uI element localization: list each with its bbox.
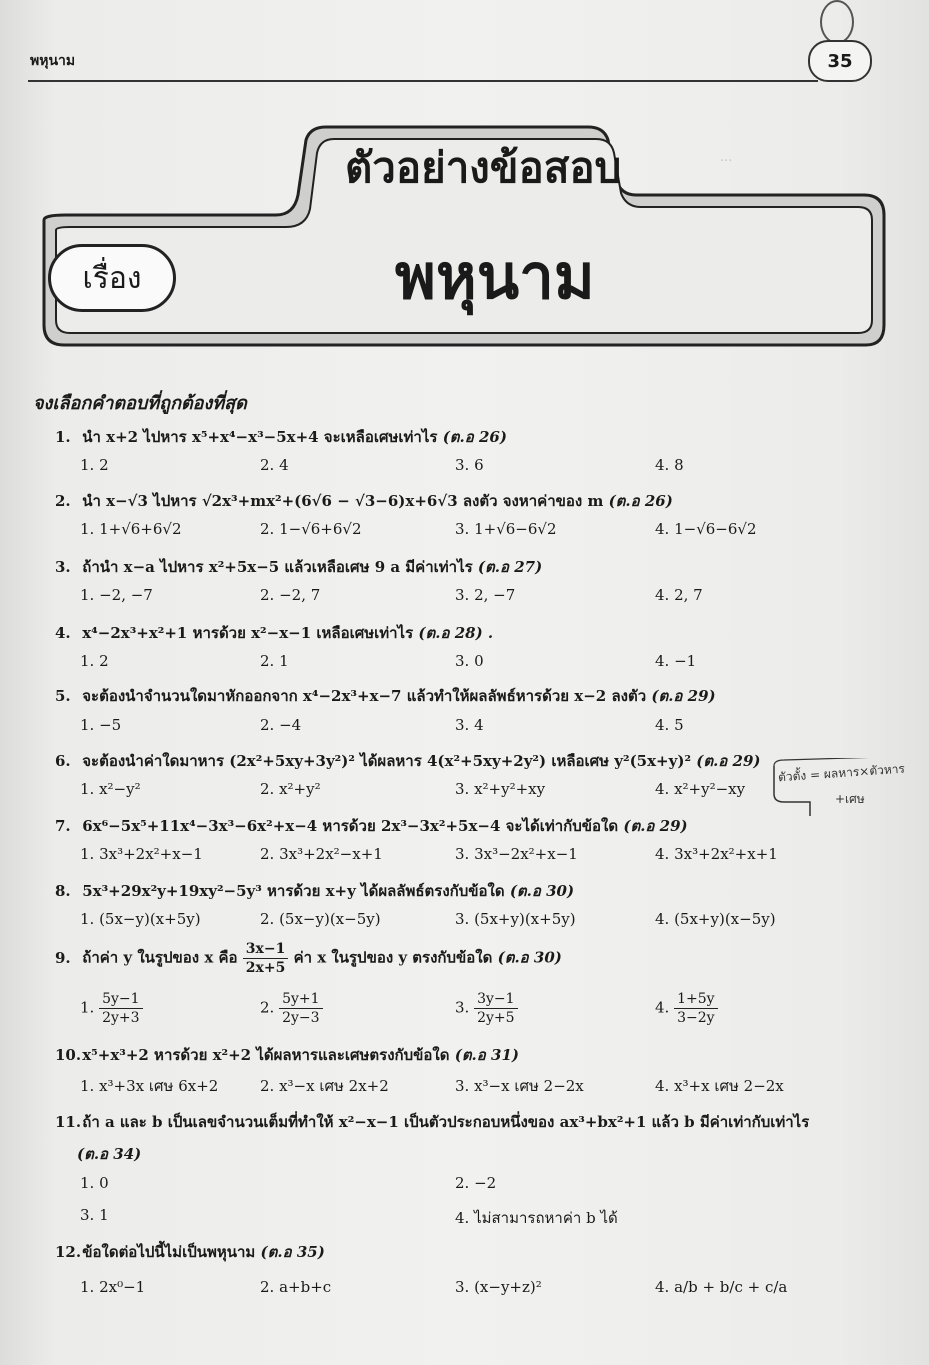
option: 3. (x−y+z)² bbox=[455, 1278, 542, 1296]
question-text: 5x³+29x²y+19xy²−5y³ หารด้วย x+y ได้ผลลัพธ์ตรงกับข้อใด bbox=[82, 882, 505, 900]
option: 1. 2 bbox=[80, 652, 109, 670]
question-text: จะต้องนำจำนวนใดมาหักออกจาก x⁴−2x³+x−7 แล้วทำให้ผลลัพธ์หารด้วย x−2 ลงตัว bbox=[82, 687, 647, 705]
option: 1. −5 bbox=[80, 716, 122, 734]
handwritten-note: ตัวตั้ง = ผลหาร×ตัวหาร bbox=[777, 761, 906, 785]
page-number: 35 bbox=[808, 40, 872, 82]
option: 2. x²+y² bbox=[260, 780, 321, 798]
question-text: นำ x+2 ไปหาร x⁵+x⁴−x³−5x+4 จะเหลือเศษเท่าไร bbox=[82, 428, 438, 446]
option: 3. 6 bbox=[455, 456, 484, 474]
option: 3. 2, −7 bbox=[455, 586, 516, 604]
question-ref: (ต.อ 26) bbox=[442, 428, 507, 446]
options-12 bbox=[80, 1278, 840, 1300]
options-11b bbox=[80, 1206, 840, 1228]
question-ref: (ต.อ 29) bbox=[623, 817, 688, 835]
option: 1. 3x³+2x²+x−1 bbox=[80, 845, 203, 863]
option: 2. 4 bbox=[260, 456, 289, 474]
question-5: 5. จะต้องนำจำนวนใดมาหักออกจาก x⁴−2x³+x−7 แล้วทำให้ผลลัพธ์หารด้วย x−2 ลงตัว (ต.อ 29) bbox=[55, 687, 716, 705]
option: 4. −1 bbox=[655, 652, 697, 670]
options-2 bbox=[80, 520, 840, 542]
question-text: x⁵+x³+2 หารด้วย x²+2 ได้ผลหารและเศษตรงกับข้อใด bbox=[82, 1046, 450, 1064]
question-8: 8. 5x³+29x²y+19xy²−5y³ หารด้วย x+y ได้ผลลัพธ์ตรงกับข้อใด (ต.อ 30) bbox=[55, 882, 575, 900]
options-4 bbox=[80, 652, 840, 674]
running-header: พหุนาม bbox=[30, 53, 76, 69]
question-text: จะต้องนำค่าใดมาหาร (2x²+5xy+3y²)² ได้ผลหาร 4(x²+5xy+2y²) เหลือเศษ y²(5x+y)² bbox=[82, 752, 692, 770]
question-ref: (ต.อ 29) bbox=[696, 752, 761, 770]
option: 4. x²+y²−xy bbox=[655, 780, 746, 798]
option: 4. 1−√6−6√2 bbox=[655, 520, 757, 538]
question-text: ค่า x ในรูปของ y ตรงกับข้อใด bbox=[293, 948, 493, 967]
option: 4. (5x+y)(x−5y) bbox=[655, 910, 776, 928]
question-3: 3. ถ้านำ x−a ไปหาร x²+5x−5 แล้วเหลือเศษ 9 a มีค่าเท่าไร (ต.อ 27) bbox=[55, 558, 543, 576]
question-ref: (ต.อ 30) bbox=[509, 882, 575, 900]
question-ref: (ต.อ 34) bbox=[77, 1145, 142, 1163]
question-ref: (ต.อ 35) bbox=[260, 1243, 325, 1261]
options-10 bbox=[80, 1074, 840, 1096]
options-7 bbox=[80, 845, 840, 867]
option: 3. 4 bbox=[455, 716, 484, 734]
question-10: 10. x⁵+x³+2 หารด้วย x²+2 ได้ผลหารและเศษตรงกับข้อใด (ต.อ 31) bbox=[55, 1046, 519, 1064]
question-4: 4. x⁴−2x³+x²+1 หารด้วย x²−x−1 เหลือเศษเท่าไร (ต.อ 28) . bbox=[55, 624, 494, 642]
question-2: 2. นำ x−√3 ไปหาร √2x³+mx²+(6√6 − √3−6)x+6√3 ลงตัว จงหาค่าของ m (ต.อ 26) bbox=[55, 492, 673, 510]
option: 4. ไม่สามารถหาค่า b ได้ bbox=[455, 1209, 618, 1227]
banner-subject: พหุนาม bbox=[395, 240, 595, 313]
question-ref: (ต.อ 30) bbox=[497, 948, 562, 967]
options-9 bbox=[80, 990, 840, 1034]
question-ref: (ต.อ 31) bbox=[454, 1046, 519, 1064]
question-12: 12. ข้อใดต่อไปนี้ไม่เป็นพหุนาม (ต.อ 35) bbox=[55, 1243, 325, 1261]
question-text: ถ้านำ x−a ไปหาร x²+5x−5 แล้วเหลือเศษ 9 a มีค่าเท่าไร bbox=[82, 558, 473, 576]
options-11a bbox=[80, 1174, 840, 1196]
question-ref: (ต.อ 29) bbox=[651, 687, 716, 705]
banner-pill: เรื่อง bbox=[48, 244, 176, 312]
option: 2. a+b+c bbox=[260, 1278, 332, 1296]
question-9: 9. ถ้าค่า y ในรูปของ x คือ $\frac{3x-1}{2x+5}$ ค่า x ในรูปของ y ตรงกับข้อใด (ต.อ 30) bbox=[55, 941, 562, 976]
option: 4. 8 bbox=[655, 456, 684, 474]
question-1: 1. นำ x+2 ไปหาร x⁵+x⁴−x³−5x+4 จะเหลือเศษเท่าไร (ต.อ 26) bbox=[55, 428, 507, 446]
option: 2. x³−x เศษ 2x+2 bbox=[260, 1077, 389, 1095]
question-text: x⁴−2x³+x²+1 หารด้วย x²−x−1 เหลือเศษเท่าไร bbox=[82, 624, 414, 642]
option: 4. a/b + b/c + c/a bbox=[655, 1278, 788, 1296]
question-text: นำ x−√3 ไปหาร √2x³+mx²+(6√6 − √3−6)x+6√3 ลงตัว จงหาค่าของ m bbox=[82, 492, 604, 510]
option: 1. 2x⁰−1 bbox=[80, 1278, 146, 1296]
option: 4. 2, 7 bbox=[655, 586, 703, 604]
instruction: จงเลือกคำตอบที่ถูกต้องที่สุด bbox=[33, 393, 247, 414]
option: 3. (5x+y)(x+5y) bbox=[455, 910, 576, 928]
handwritten-note: +เศษ bbox=[835, 792, 865, 806]
options-6 bbox=[80, 780, 840, 802]
option: 2. 3x³+2x²−x+1 bbox=[260, 845, 383, 863]
header-rule bbox=[28, 80, 818, 82]
option: 1. 2 bbox=[80, 456, 109, 474]
option: 1. (5x−y)(x+5y) bbox=[80, 910, 201, 928]
option: 3. 1 bbox=[80, 1206, 109, 1224]
option: 2. −4 bbox=[260, 716, 302, 734]
option: 2. −2, 7 bbox=[260, 586, 321, 604]
option: 4. x³+x เศษ 2−2x bbox=[655, 1077, 784, 1095]
option: 1. $\frac{5y-1}{2y+3}$ bbox=[80, 990, 143, 1027]
option: 2. (5x−y)(x−5y) bbox=[260, 910, 381, 928]
question-text: 6x⁶−5x⁵+11x⁴−3x³−6x²+x−4 หารด้วย 2x³−3x²+5x−4 จะได้เท่ากับข้อใด bbox=[82, 817, 619, 835]
options-8 bbox=[80, 910, 840, 932]
option: 4. 5 bbox=[655, 716, 684, 734]
question-11: 11. ถ้า a และ b เป็นเลขจำนวนเต็มที่ทำให้ x²−x−1 เป็นตัวประกอบหนึ่งของ ax³+bx²+1 แล้ว b มีค่าเท่ากับเท่าไร (ต.อ 34) bbox=[55, 1113, 810, 1163]
option: 1. x²−y² bbox=[80, 780, 141, 798]
question-ref: (ต.อ 26) bbox=[608, 492, 673, 510]
option: 2. $\frac{5y+1}{2y-3}$ bbox=[260, 990, 323, 1027]
page-ornament bbox=[820, 0, 854, 44]
question-text: ถ้า a และ b เป็นเลขจำนวนเต็มที่ทำให้ x²−x−1 เป็นตัวประกอบหนึ่งของ ax³+bx²+1 แล้ว b มีค่าเท่ากับเท่าไร bbox=[82, 1113, 810, 1131]
option: 3. 3x³−2x²+x−1 bbox=[455, 845, 578, 863]
option: 3. x³−x เศษ 2−2x bbox=[455, 1077, 584, 1095]
options-1 bbox=[80, 456, 840, 478]
question-ref: (ต.อ 27) bbox=[477, 558, 543, 576]
option: 4. 3x³+2x²+x+1 bbox=[655, 845, 778, 863]
option: 1. x³+3x เศษ 6x+2 bbox=[80, 1077, 219, 1095]
option: 2. −2 bbox=[455, 1174, 497, 1192]
question-6: 6. จะต้องนำค่าใดมาหาร (2x²+5xy+3y²)² ได้ผลหาร 4(x²+5xy+2y²) เหลือเศษ y²(5x+y)² (ต.อ 29) bbox=[55, 752, 761, 770]
options-5 bbox=[80, 716, 840, 738]
options-3 bbox=[80, 586, 840, 608]
option: 3. 1+√6−6√2 bbox=[455, 520, 557, 538]
option: 1. −2, −7 bbox=[80, 586, 153, 604]
option: 2. 1 bbox=[260, 652, 289, 670]
question-ref: (ต.อ 28) . bbox=[418, 624, 494, 642]
banner-title: ตัวอย่างข้อสอบ bbox=[345, 143, 622, 192]
fraction: $\frac{3x-1}{2x+5}$ bbox=[243, 940, 289, 977]
option: 1. 1+√6+6√2 bbox=[80, 520, 182, 538]
bleed-through-text: ... bbox=[720, 150, 733, 165]
option: 3. $\frac{3y-1}{2y+5}$ bbox=[455, 990, 518, 1027]
option: 2. 1−√6+6√2 bbox=[260, 520, 362, 538]
option: 3. x²+y²+xy bbox=[455, 780, 546, 798]
option: 4. $\frac{1+5y}{3-2y}$ bbox=[655, 990, 718, 1027]
option: 3. 0 bbox=[455, 652, 484, 670]
question-text: ข้อใดต่อไปนี้ไม่เป็นพหุนาม bbox=[82, 1243, 256, 1261]
question-7: 7. 6x⁶−5x⁵+11x⁴−3x³−6x²+x−4 หารด้วย 2x³−3x²+5x−4 จะได้เท่ากับข้อใด (ต.อ 29) bbox=[55, 817, 688, 835]
option: 1. 0 bbox=[80, 1174, 109, 1192]
question-text: ถ้าค่า y ในรูปของ x คือ bbox=[82, 948, 238, 967]
